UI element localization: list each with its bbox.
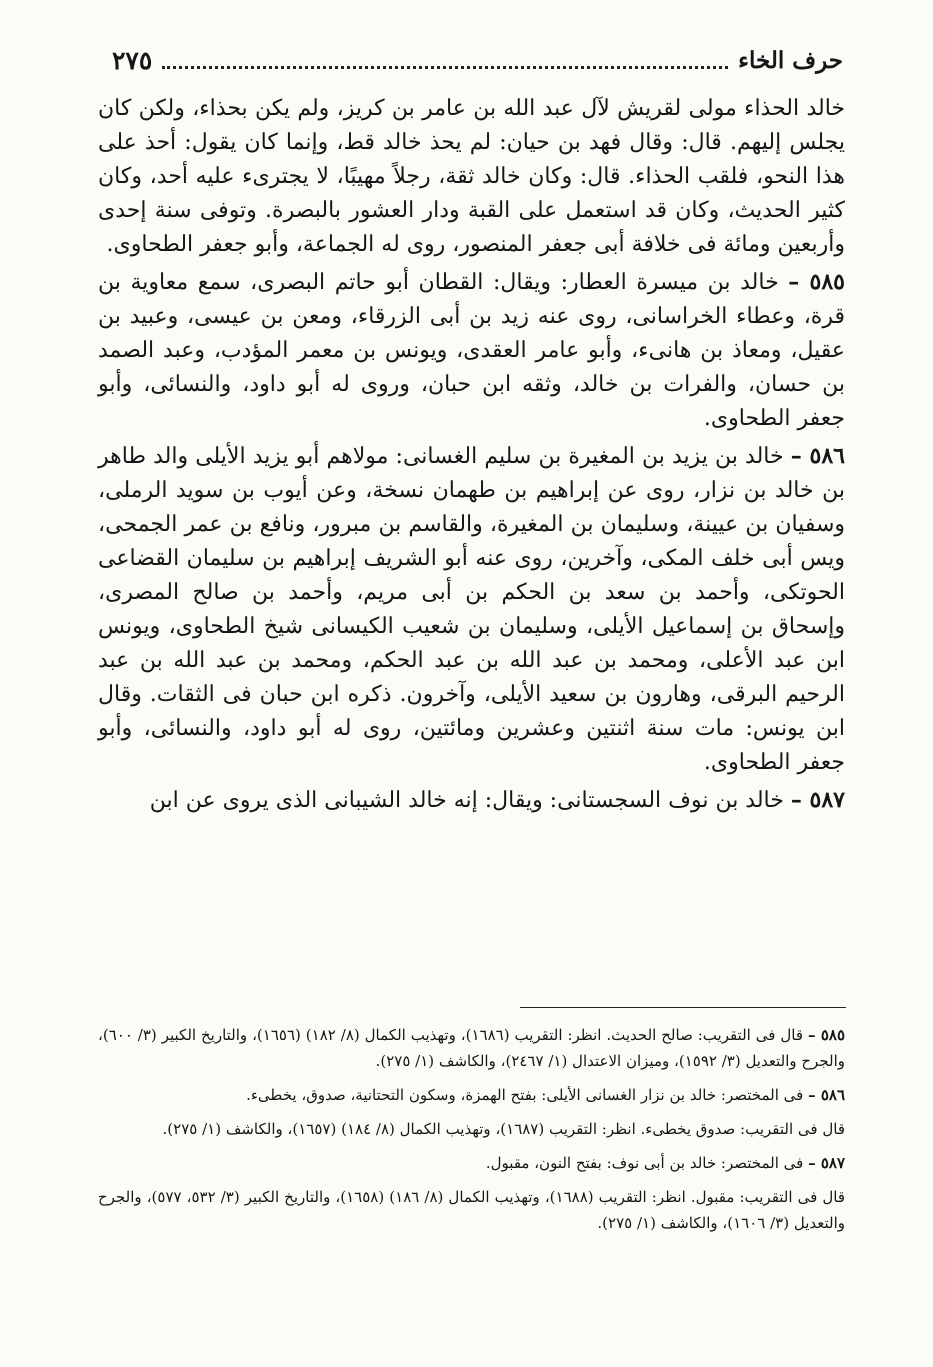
entry-number: ٥٨٦ –	[790, 443, 845, 469]
entry-text: خالد بن نوف السجستانى: ويقال: إنه خالد الشيبانى الذى يروى عن ابن	[149, 788, 784, 813]
footnote	[98, 1150, 845, 1176]
main-text	[98, 92, 845, 821]
footnote-number: ٥٨٥ –	[807, 1026, 845, 1044]
footnote-text: قال فى التقريب: صدوق يخطىء. انظر: التقريب (١٦٨٧)، وتهذيب الكمال (٨/ ١٨٤) (١٦٥٧)، والكاشف (١/ ٢٧٥).	[162, 1120, 845, 1138]
footnote-number: ٥٨٧ –	[808, 1154, 845, 1172]
entry-585	[98, 265, 845, 436]
footnote	[98, 1184, 845, 1236]
footnote-text: فى المختصر: خالد بن أبى نوف: بفتح النون، مقبول.	[485, 1154, 804, 1172]
footnote	[98, 1022, 845, 1074]
header-leader-dots	[162, 64, 728, 69]
running-header	[112, 38, 843, 82]
footnote-text: قال فى التقريب: مقبول. انظر: التقريب (١٦٨٨)، وتهذيب الكمال (٨/ ١٨٦) (١٦٥٨)، والتاريخ الكبير (٣/ ٥٣٢، ٥٧٧)، والجرح والتعديل (٣/ ١٦٠٦)، والكاشف (١/ ٢٧٥).	[98, 1188, 845, 1232]
entry-text: خالد بن يزيد بن المغيرة بن سليم الغسانى: مولاهم أبو يزيد الأيلى والد طاهر بن خالد بن نزار، روى عن إبراهيم بن طهمان نسخة، وعن أيوب بن سويد الرملى، وسفيان بن عيينة، وسليمان بن المغيرة، والقاسم بن مبرور، ونافع بن عمر الجمحى، ويس أبى خلف المكى، وآخرين، روى عنه أبو الشريف إبراهيم بن سليمان القضاعى الحوتكى، وأحمد بن سعد بن الحكم بن أبى مريم، وأحمد بن صالح المصرى، وإسحاق بن إسماعيل الأيلى، وسليمان بن شعيب الكيسانى شيخ الطحاوى، ويونس ابن عبد الأعلى، ومحمد بن عبد الله بن عبد الحكم، ومحمد بن عبد الله بن عبد الرحيم البرقى، وهارون بن سعيد الأيلى، وآخرون. ذكره ابن حبان فى الثقات. وقال ابن يونس: مات سنة اثنتين وعشرين ومائتين، روى له أبو داود، والنسائى، وأبو جعفر الطحاوى.	[98, 444, 845, 775]
chapter-title: حرف الخاء	[738, 46, 843, 74]
page-number: ٢٧٥	[112, 45, 153, 75]
footnotes	[98, 1022, 845, 1244]
entry-text: خالد بن ميسرة العطار: ويقال: القطان أبو حاتم البصرى، سمع معاوية بن قرة، وعطاء الخراسانى، روى عنه زيد بن أبى الزرقاء، ومعن بن عيسى، وعبيد بن عقيل، ومعاذ بن هانىء، وأبو عامر العقدى، ويونس بن معمر المؤدب، وعبد الصمد بن حسان، والفرات بن خالد، وثقه ابن حبان، وروى له أبو داود، والنسائى، وأبو جعفر الطحاوى.	[98, 270, 845, 431]
footnote-text: قال فى التقريب: صالح الحديث. انظر: التقريب (١٦٨٦)، وتهذيب الكمال (٨/ ١٨٢) (١٦٥٦)، والتاريخ الكبير (٣/ ٦٠٠)، والجرح والتعديل (٣/ ١٥٩٢)، وميزان الاعتدال (١/ ٢٤٦٧)، والكاشف (١/ ٢٧٥).	[98, 1026, 845, 1070]
footnote-separator	[520, 1007, 846, 1008]
entry-587	[98, 783, 845, 818]
footnote-number: ٥٨٦ –	[808, 1086, 845, 1104]
entry-586	[98, 439, 845, 780]
entry-number: ٥٨٥ –	[788, 269, 845, 295]
footnote	[98, 1082, 845, 1108]
entry-number: ٥٨٧ –	[790, 787, 845, 813]
continuation-paragraph: خالد الحذاء مولى لقريش لآل عبد الله بن عامر بن كريز، ولم يكن بحذاء، ولكن كان يجلس إليهم. قال: وقال فهد بن حيان: لم يحذ خالد قط، وإنما كان يقول: أحذ على هذا النحو، فلقب الحذاء. قال: وكان خالد ثقة، رجلاً مهيبًا، لا يجترىء عليه أحد، وكان كثير الحديث، وكان قد استعمل على القبة ودار العشور بالبصرة. وتوفى سنة إحدى وأربعين ومائة فى خلافة أبى جعفر المنصور، روى له الجماعة، وأبو جعفر الطحاوى.	[98, 96, 845, 257]
footnote	[98, 1116, 845, 1142]
footnote-text: فى المختصر: خالد بن نزار الغسانى الأيلى: بفتح الهمزة، وسكون التحتانية، صدوق، يخطىء.	[246, 1086, 804, 1104]
